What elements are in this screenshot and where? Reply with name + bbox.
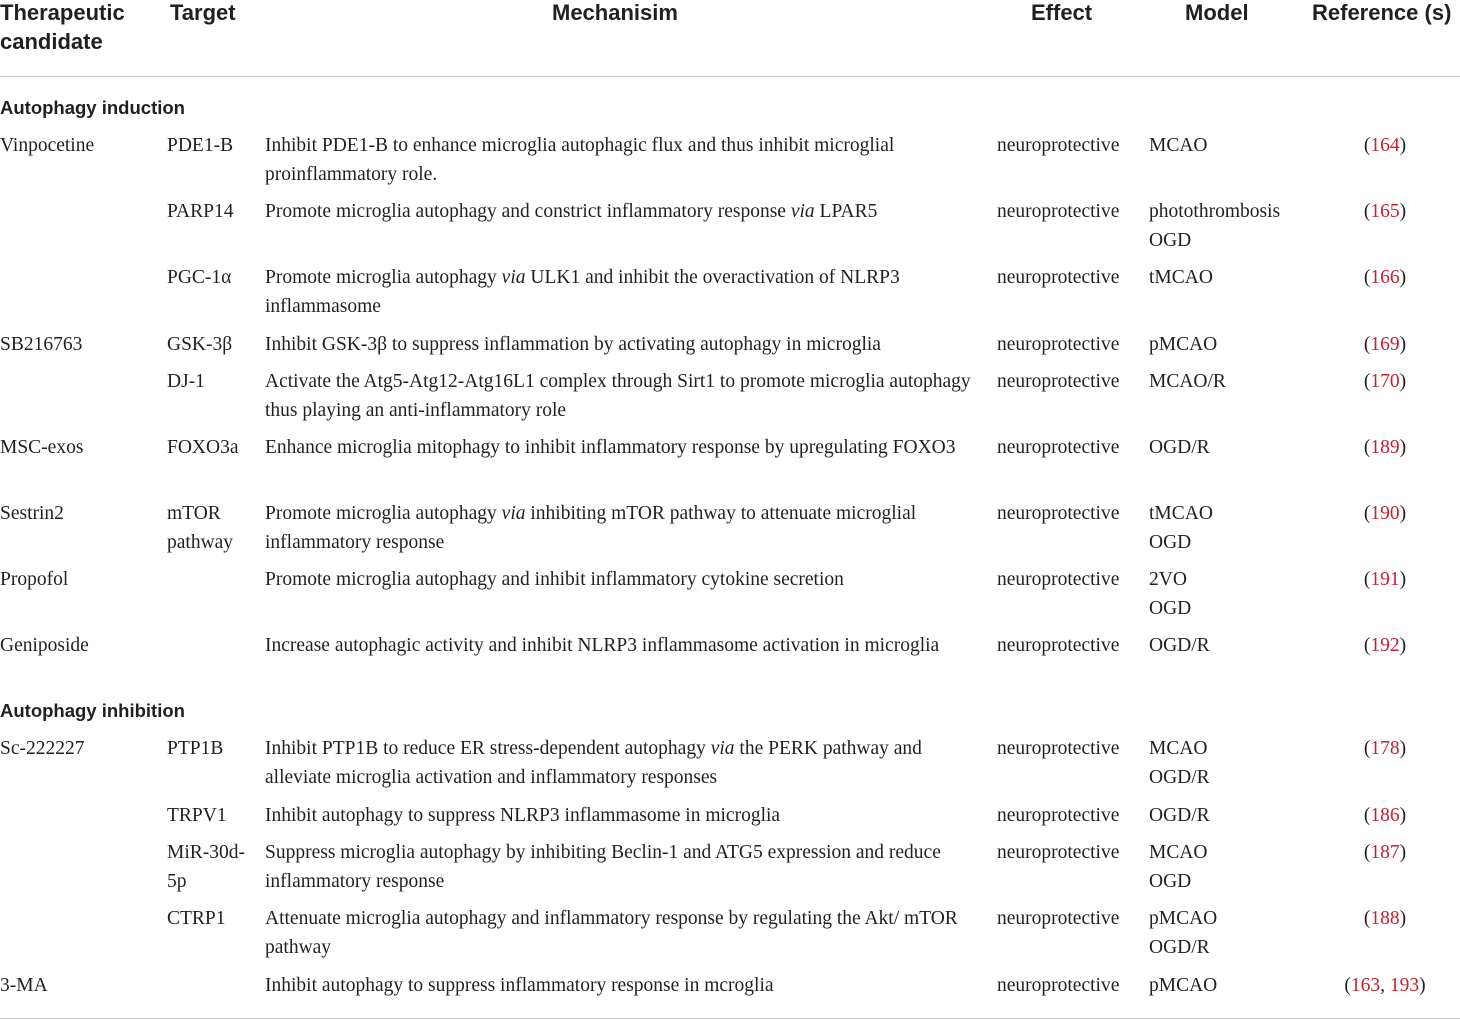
cell-reference: (186) [1363, 805, 1407, 826]
table-header [0, 0, 1460, 60]
cell-reference: (165) [1363, 201, 1407, 222]
model-line: OGD [1149, 871, 1192, 892]
cell-reference: (170) [1363, 371, 1407, 392]
section-title: Autophagy inhibition [0, 700, 185, 721]
cell-reference: (190) [1363, 503, 1407, 524]
cell-target: PTP1B [167, 738, 224, 759]
cell-target: GSK-3β [167, 334, 233, 355]
cell-effect: neuroprotective [997, 842, 1120, 863]
model-line: OGD/R [1149, 805, 1210, 826]
cell-mechanism: Inhibit autophagy to suppress NLRP3 inflammasome in microglia [265, 805, 781, 826]
cell-effect: neuroprotective [997, 908, 1120, 929]
cell-model [1149, 971, 1309, 1000]
cell-reference: (187) [1363, 842, 1407, 863]
cell-mechanism: Enhance microglia mitophagy to inhibit inflammatory response by upregulating FOXO3 [265, 437, 956, 458]
cell-model [1149, 499, 1309, 557]
cell-effect: neuroprotective [997, 635, 1120, 656]
model-line: OGD/R [1149, 937, 1210, 958]
cell-reference: (178) [1363, 738, 1407, 759]
header-rule [0, 76, 1460, 77]
cell-target: FOXO3a [167, 437, 239, 458]
model-line: pMCAO [1149, 334, 1218, 355]
model-line: tMCAO [1149, 267, 1213, 288]
cell-model [1149, 433, 1309, 462]
cell-mechanism: Promote microglia autophagy via inhibiting mTOR pathway to attenuate microglial inflammatory response [265, 503, 917, 553]
model-line: OGD [1149, 532, 1192, 553]
cell-mechanism: Promote microglia autophagy via ULK1 and inhibit the overactivation of NLRP3 inflammasome [265, 267, 900, 317]
model-line: photothrombosis [1149, 201, 1281, 222]
cell-model [1149, 904, 1309, 962]
header-reference: Reference (s) [1312, 0, 1452, 25]
model-line: OGD [1149, 598, 1192, 619]
cell-mechanism: Promote microglia autophagy and constrict inflammatory response via LPAR5 [265, 201, 878, 222]
cell-target: DJ-1 [167, 371, 205, 392]
reference-link[interactable]: 192 [1370, 635, 1400, 656]
reference-link[interactable]: 193 [1389, 975, 1420, 996]
cell-model [1149, 197, 1309, 255]
model-line: OGD/R [1149, 437, 1210, 458]
reference-link[interactable]: 191 [1370, 569, 1400, 590]
model-line: OGD [1149, 230, 1192, 251]
header-target: Target [170, 0, 236, 25]
reference-link[interactable]: 178 [1370, 738, 1400, 759]
cell-reference: (191) [1363, 569, 1407, 590]
reference-link[interactable]: 187 [1370, 842, 1400, 863]
model-line: MCAO [1149, 738, 1208, 759]
cell-mechanism: Inhibit PTP1B to reduce ER stress-dependent autophagy via the PERK pathway and alleviate microglia activation and inflammatory responses [265, 738, 922, 788]
cell-target: mTOR pathway [167, 503, 234, 553]
cell-effect: neuroprotective [997, 805, 1120, 826]
cell-mechanism: Inhibit PDE1-B to enhance microglia autophagic flux and thus inhibit microglial proinflammatory role. [265, 135, 895, 185]
cell-target: PDE1-B [167, 135, 234, 156]
cell-target: TRPV1 [167, 805, 227, 826]
cell-candidate: SB216763 [0, 334, 83, 355]
model-line: pMCAO [1149, 975, 1218, 996]
cell-model [1149, 263, 1309, 292]
cell-candidate: Sestrin2 [0, 503, 64, 524]
cell-effect: neuroprotective [997, 503, 1120, 524]
cell-reference: (164) [1363, 135, 1407, 156]
cell-reference: (188) [1363, 908, 1407, 929]
cell-candidate: Sc-222227 [0, 738, 85, 759]
cell-reference: (169) [1363, 334, 1407, 355]
cell-target: MiR-30d-5p [167, 842, 245, 892]
cell-effect: neuroprotective [997, 135, 1120, 156]
cell-effect: neuroprotective [997, 738, 1120, 759]
model-line: 2VO [1149, 569, 1187, 590]
cell-target: PARP14 [167, 201, 234, 222]
cell-mechanism: Attenuate microglia autophagy and inflammatory response by regulating the Akt/ mTOR pathway [265, 908, 958, 958]
cell-mechanism: Increase autophagic activity and inhibit NLRP3 inflammasome activation in microglia [265, 635, 940, 656]
cell-model [1149, 631, 1309, 660]
reference-link[interactable]: 166 [1370, 267, 1400, 288]
reference-link[interactable]: 189 [1370, 437, 1400, 458]
model-line: MCAO [1149, 135, 1208, 156]
reference-link[interactable]: 190 [1370, 503, 1400, 524]
cell-model [1149, 565, 1309, 623]
header-model: Model [1185, 0, 1249, 25]
cell-effect: neuroprotective [997, 201, 1120, 222]
cell-model [1149, 734, 1309, 792]
section-title: Autophagy induction [0, 97, 185, 118]
cell-effect: neuroprotective [997, 569, 1120, 590]
cell-effect: neuroprotective [997, 371, 1120, 392]
cell-effect: neuroprotective [997, 975, 1120, 996]
cell-model [1149, 131, 1309, 160]
reference-link[interactable]: 186 [1370, 805, 1400, 826]
cell-effect: neuroprotective [997, 437, 1120, 458]
cell-reference: (166) [1363, 267, 1407, 288]
cell-mechanism: Activate the Atg5-Atg12-Atg16L1 complex through Sirt1 to promote microglia autophagy thus playing an anti-inflammatory role [265, 371, 971, 421]
reference-link[interactable]: 170 [1370, 371, 1400, 392]
cell-candidate: Propofol [0, 569, 69, 590]
cell-model [1149, 367, 1309, 396]
model-line: OGD/R [1149, 767, 1210, 788]
cell-mechanism: Inhibit autophagy to suppress inflammatory response in mcroglia [265, 975, 774, 996]
cell-effect: neuroprotective [997, 334, 1120, 355]
cell-effect: neuroprotective [997, 267, 1120, 288]
cell-model [1149, 330, 1309, 359]
cell-mechanism: Suppress microglia autophagy by inhibiting Beclin-1 and ATG5 expression and reduce inflammatory response [265, 842, 941, 892]
model-line: tMCAO [1149, 503, 1213, 524]
cell-candidate: 3-MA [0, 975, 48, 996]
cell-candidate: Geniposide [0, 635, 89, 656]
reference-link[interactable]: 188 [1370, 908, 1400, 929]
cell-candidate: Vinpocetine [0, 135, 95, 156]
cell-reference: (163, 193) [1344, 975, 1426, 996]
model-line: MCAO/R [1149, 371, 1226, 392]
cell-mechanism: Inhibit GSK-3β to suppress inflammation by activating autophagy in microglia [265, 334, 881, 355]
cell-model [1149, 801, 1309, 830]
bottom-rule [0, 1018, 1460, 1019]
reference-link[interactable]: 165 [1370, 201, 1400, 222]
header-candidate: Therapeutic candidate [0, 0, 125, 54]
reference-link[interactable]: 163 [1350, 975, 1381, 996]
cell-candidate: MSC-exos [0, 437, 84, 458]
reference-link[interactable]: 164 [1370, 135, 1400, 156]
model-line: MCAO [1149, 842, 1208, 863]
header-mechanism: Mechanisim [552, 0, 678, 25]
cell-reference: (189) [1363, 437, 1407, 458]
cell-mechanism: Promote microglia autophagy and inhibit inflammatory cytokine secretion [265, 569, 844, 590]
cell-target: PGC-1α [167, 267, 232, 288]
model-line: OGD/R [1149, 635, 1210, 656]
cell-reference: (192) [1363, 635, 1407, 656]
header-effect: Effect [1031, 0, 1093, 25]
reference-link[interactable]: 169 [1370, 334, 1400, 355]
cell-target: CTRP1 [167, 908, 226, 929]
cell-model [1149, 838, 1309, 896]
model-line: pMCAO [1149, 908, 1218, 929]
